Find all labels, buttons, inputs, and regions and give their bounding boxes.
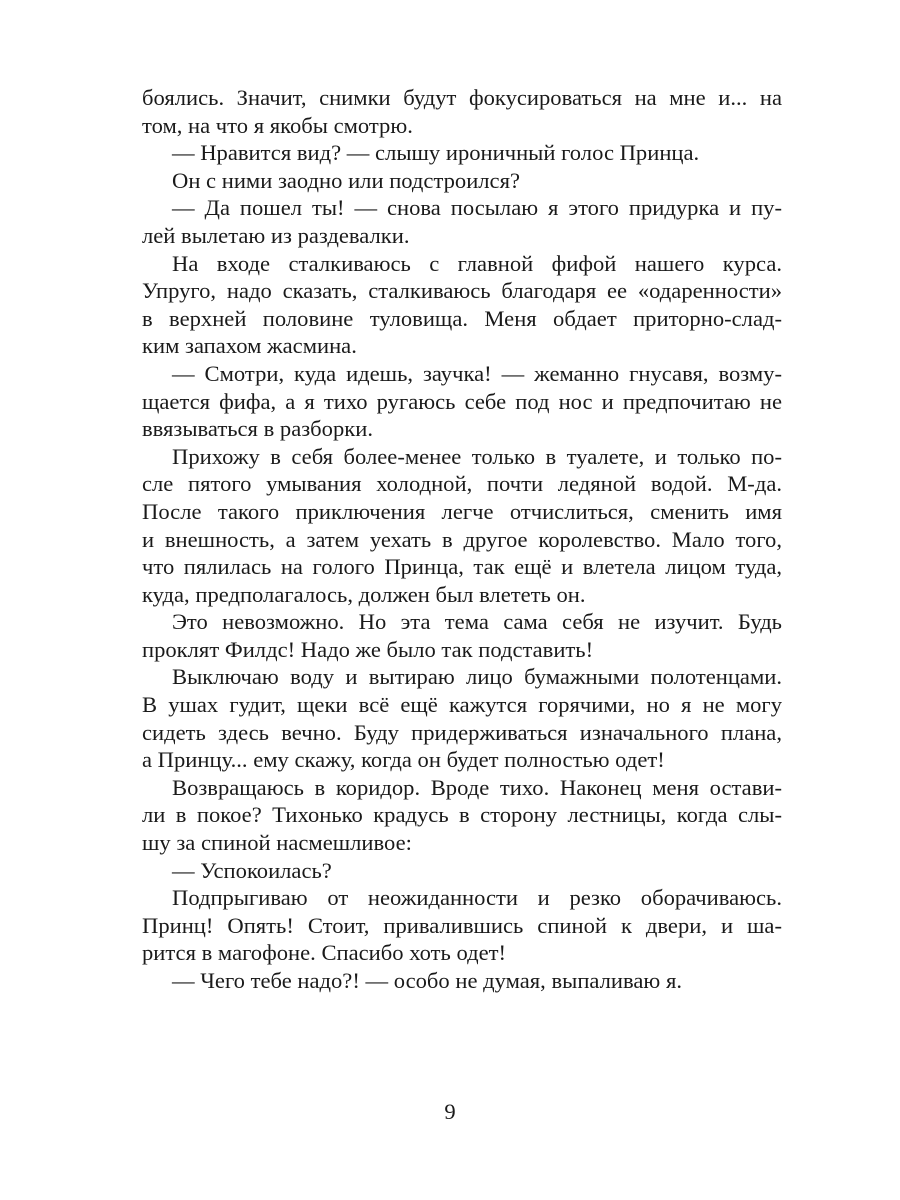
text-line: в верхней половине туловища. Меня обдает приторно-слад- xyxy=(142,305,782,331)
text-line: а Принцу... ему скажу, когда он будет полностью одет! xyxy=(142,747,665,773)
text-line: Возвращаюсь в коридор. Вроде тихо. Наконец меня остави- xyxy=(172,774,782,800)
text-line: что пялилась на голого Принца, так ещё и влетела лицом туда, xyxy=(142,554,782,580)
text-line: проклят Филдс! Надо же было так подставить! xyxy=(142,636,594,662)
text-line: — Да пошел ты! — снова посылаю я этого придурка и пу- xyxy=(172,195,782,221)
text-line: боялись. Значит, снимки будут фокусироваться на мне и... на xyxy=(142,85,782,110)
text-line: ли в покое? Тихонько крадусь в сторону лестницы, когда слы- xyxy=(142,802,782,828)
text-line: Упруго, надо сказать, сталкиваюсь благодаря ее «одаренности» xyxy=(142,278,782,304)
text-line: сидеть здесь вечно. Буду придерживаться изначального плана, xyxy=(142,719,782,745)
text-line: После такого приключения легче отчислиться, сменить имя xyxy=(142,498,782,524)
text-line: куда, предполагалось, должен был влететь он. xyxy=(142,581,586,607)
text-line: — Чего тебе надо?! — особо не думая, выпаливаю я. xyxy=(172,968,682,993)
paragraph xyxy=(142,139,782,167)
text-line: сле пятого умывания холодной, почти ледяной водой. М-да. xyxy=(142,471,782,497)
paragraph xyxy=(142,250,782,360)
paragraph xyxy=(142,884,782,967)
paragraph xyxy=(142,663,782,773)
text-line: — Успокоилась? xyxy=(172,857,332,883)
text-line: ввязываться в разборки. xyxy=(142,416,373,442)
paragraph xyxy=(142,167,782,195)
text-line: том, на что я якобы смотрю. xyxy=(142,112,413,138)
text-line: щается фифа, а я тихо ругаюсь себе под нос и предпочитаю не xyxy=(142,388,782,414)
text-line: рится в магофоне. Спасибо хоть одет! xyxy=(142,940,507,966)
paragraph xyxy=(142,84,782,139)
text-line: Он с ними заодно или подстроился? xyxy=(172,167,521,193)
paragraph xyxy=(142,774,782,857)
page-number: 9 xyxy=(444,1099,456,1124)
text-line: — Нравится вид? — слышу ироничный голос Принца. xyxy=(172,140,700,166)
text-line: Выключаю воду и вытираю лицо бумажными полотенцами. xyxy=(172,664,782,690)
paragraph xyxy=(142,443,782,609)
paragraph xyxy=(142,967,782,995)
text-line: В ушах гудит, щеки всё ещё кажутся горячими, но я не могу xyxy=(142,692,782,718)
page-body xyxy=(142,84,782,995)
paragraph xyxy=(142,360,782,443)
text-line: шу за спиной насмешливое: xyxy=(142,830,412,856)
text-line: Подпрыгиваю от неожиданности и резко оборачиваюсь. xyxy=(172,885,782,911)
paragraph xyxy=(142,608,782,663)
paragraph xyxy=(142,857,782,885)
text-line: и внешность, а затем уехать в другое королевство. Мало того, xyxy=(142,526,782,552)
text-line: — Смотри, куда идешь, заучка! — жеманно гнусавя, возму- xyxy=(172,360,782,386)
paragraph xyxy=(142,194,782,249)
text-line: Принц! Опять! Стоит, привалившись спиной к двери, и ша- xyxy=(142,912,782,938)
text-line: На входе сталкиваюсь с главной фифой нашего курса. xyxy=(172,250,782,276)
text-line: Прихожу в себя более-менее только в туалете, и только по- xyxy=(172,443,782,469)
text-line: ким запахом жасмина. xyxy=(142,333,357,359)
text-line: лей вылетаю из раздевалки. xyxy=(142,222,410,248)
text-line: Это невозможно. Но эта тема сама себя не изучит. Будь xyxy=(172,609,782,635)
